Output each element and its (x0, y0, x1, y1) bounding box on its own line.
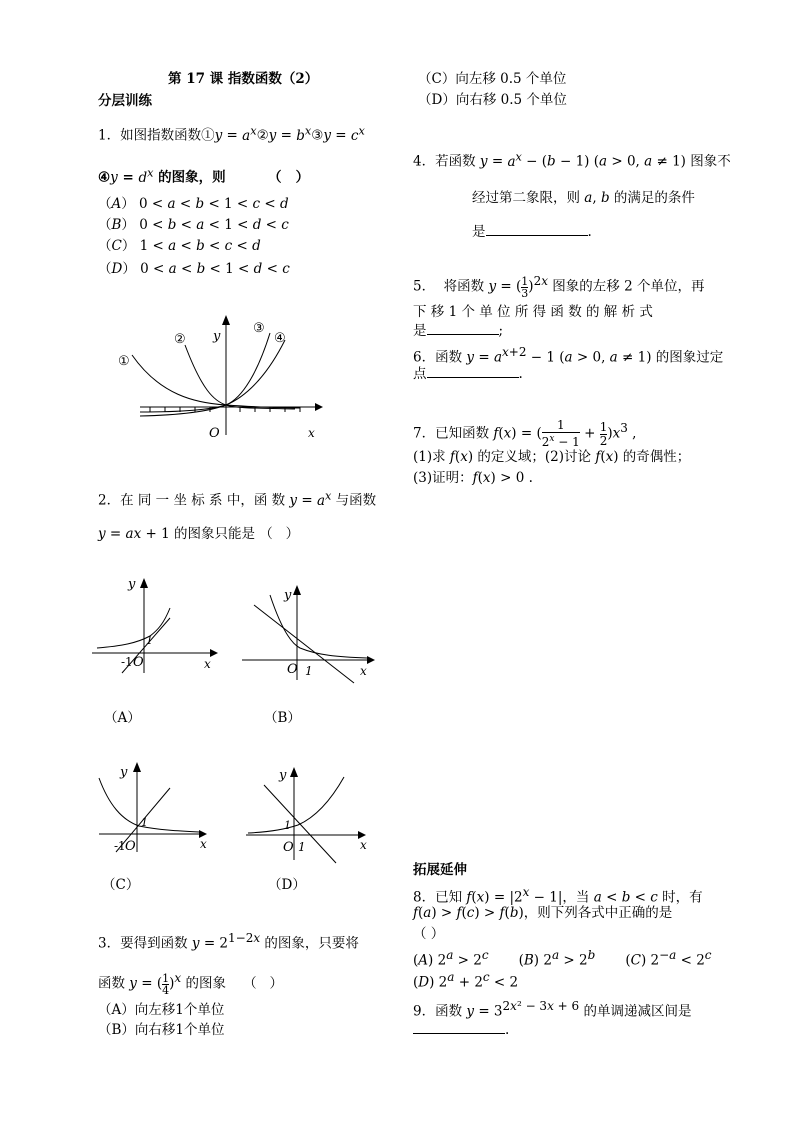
q1-label-4: ④ (274, 331, 286, 346)
q2b-one: 1 (305, 664, 313, 678)
q2a-one: 1 (146, 634, 153, 647)
q9-line1: 9．函数 $y = 3^{2x^2 - 3x + 6}$ 的单调递减区间是 (413, 999, 692, 1020)
q3-stem-line2: 函数 y = ( $\frac{1}{4}$ )$^x$ 的图象 （ ） (98, 971, 284, 997)
q5-answer-blank[interactable] (427, 321, 499, 335)
q2c-origin: O (125, 839, 136, 854)
q1-label-1: ① (118, 354, 130, 369)
q5-line3: 是 ; (413, 323, 504, 339)
q9-line2: . (413, 1020, 509, 1039)
q8-line3: （ ） (413, 926, 445, 942)
q8-line2: f(a) > f(c) > f(b)，则下列各式中正确的是 (413, 905, 673, 921)
q1-stem-line1: 1．如图指数函数①y = $a^x②y$ = $b^x③y = c^x$ (98, 124, 365, 144)
q2-graph-b (242, 585, 377, 685)
q1-y-arrow (222, 315, 230, 325)
q2a-neg1: -1 (121, 655, 133, 669)
q1-y-label: y (213, 329, 221, 344)
q2-stem-line2: y = ax + 1 的图象只能是 （ ） (98, 526, 300, 542)
q7-line3: (3)证明：f(x) > 0 . (413, 470, 533, 486)
q2c-one: 1 (141, 816, 148, 829)
q1-label-2: ② (174, 332, 186, 347)
q2-caption-b: （B） (264, 710, 301, 726)
q2a-x-label: x (204, 657, 211, 671)
q4-line3: 是 . (472, 224, 592, 240)
q2c-exp-curve (99, 778, 199, 832)
section-extension: 拓展延伸 (413, 862, 467, 878)
q1-curve-3 (140, 333, 270, 412)
q2c-y-label: y (120, 765, 128, 780)
q5-line1: 5． 将函数 y = ( $\frac{1}{3}$ )$^{2x}$ 图象的左移 2 个单位，再 (413, 274, 705, 300)
q2a-exp-curve (97, 608, 170, 648)
q2d-origin: O (283, 840, 294, 855)
q7-line1: 7．已知函数 f(x) = ( $\frac{1}{2^x - 1}$ + $\frac{1}{2}$ )$x^3$ , (413, 418, 637, 449)
q2c-x-label: x (200, 837, 207, 851)
q2c-neg1: -1 (114, 839, 126, 853)
q1-x-label: x (308, 426, 315, 440)
q3-option-b: （B）向右移1个单位 (98, 1022, 225, 1038)
q8-line1: 8．已知 $f(x) = |2^x - 1|$，当 a < b < c 时，有 (413, 885, 703, 906)
q2-graph-d (246, 765, 381, 865)
q2d-x-label: x (360, 838, 367, 852)
q6-answer-blank[interactable] (427, 364, 519, 378)
q1-origin-label: O (209, 426, 220, 441)
q2b-exp-curve (270, 595, 367, 658)
q3-option-d: （D）向右移 0.5 个单位 (418, 92, 567, 108)
lesson-title: 第 17 课 指数函数（2） (168, 71, 319, 87)
section-heading: 分层训练 (98, 93, 152, 109)
q7-line2: (1)求 f(x) 的定义域；(2)讨论 f(x) 的奇偶性； (413, 449, 691, 465)
q2-stem-line1: 2．在 同 一 坐 标 系 中，函 数 $y = a^x$ 与函数 (98, 489, 377, 509)
q9-answer-blank[interactable] (413, 1020, 505, 1034)
q1-option-c: （C） 1 < a < b < c < d (98, 238, 261, 254)
q6-line1: 6．函数 $y = a^{x+2} - 1$ (a > 0, a ≠ 1) 的图象过定 (413, 345, 724, 366)
q2-graph-c (94, 760, 214, 860)
q1-option-d: （D） 0 < a < b < 1 < d < c (98, 261, 290, 277)
q2b-y-label: y (284, 588, 292, 603)
q1-option-a: （A） 0 < a < b < 1 < c < d (98, 196, 289, 212)
q4-line1: 4．若函数 $y = a^x - (b - 1) (a > 0$, a ≠ 1) 图象不 (413, 150, 731, 170)
q3-option-a: （A）向左移1个单位 (98, 1002, 225, 1018)
q2-caption-a: （A） (104, 710, 141, 726)
q3-option-c: （C）向左移 0.5 个单位 (418, 71, 567, 87)
q2d-one: 1 (298, 840, 306, 854)
q2d-one-y: 1 (284, 819, 291, 832)
q2d-exp-curve (248, 777, 344, 833)
q5-line2: 下 移 1 个 单 位 所 得 函 数 的 解 析 式 (413, 304, 653, 320)
q6-line2: 点 . (413, 366, 523, 382)
q4-line2: 经过第二象限，则 a, b 的满足的条件 (472, 190, 695, 206)
q2a-y-label: y (128, 577, 136, 592)
q1-figure (110, 315, 320, 445)
q8-options-abc: (A) $2^a > 2^c$ (B) $2^a > 2^b$ (C) $2^{-a} < 2^c$ (413, 948, 712, 969)
q2b-x-label: x (360, 664, 367, 678)
q4-answer-blank[interactable] (486, 222, 588, 236)
q2-caption-c: （C） (102, 877, 140, 893)
q2b-line (254, 605, 354, 683)
q1-label-3: ③ (253, 321, 265, 336)
q2-caption-d: （D） (268, 877, 306, 893)
q1-curve-2 (185, 345, 295, 409)
q1-x-arrow (315, 403, 323, 411)
q2a-origin: O (133, 655, 144, 670)
q2-graph-a (92, 578, 222, 678)
q2b-origin: O (287, 662, 298, 677)
q3-stem-line1: 3．要得到函数 $y = 2^{1-2x}$ 的图象，只要将 (98, 931, 359, 952)
q1-option-b: （B） 0 < b < a < 1 < d < c (98, 217, 289, 233)
q8-option-d: (D) $2^a + 2^c < 2$ (413, 970, 519, 991)
q2d-y-label: y (279, 768, 287, 783)
q1-stem-line2: ④y = $d^x$ 的图象，则 （ ） (98, 166, 310, 186)
